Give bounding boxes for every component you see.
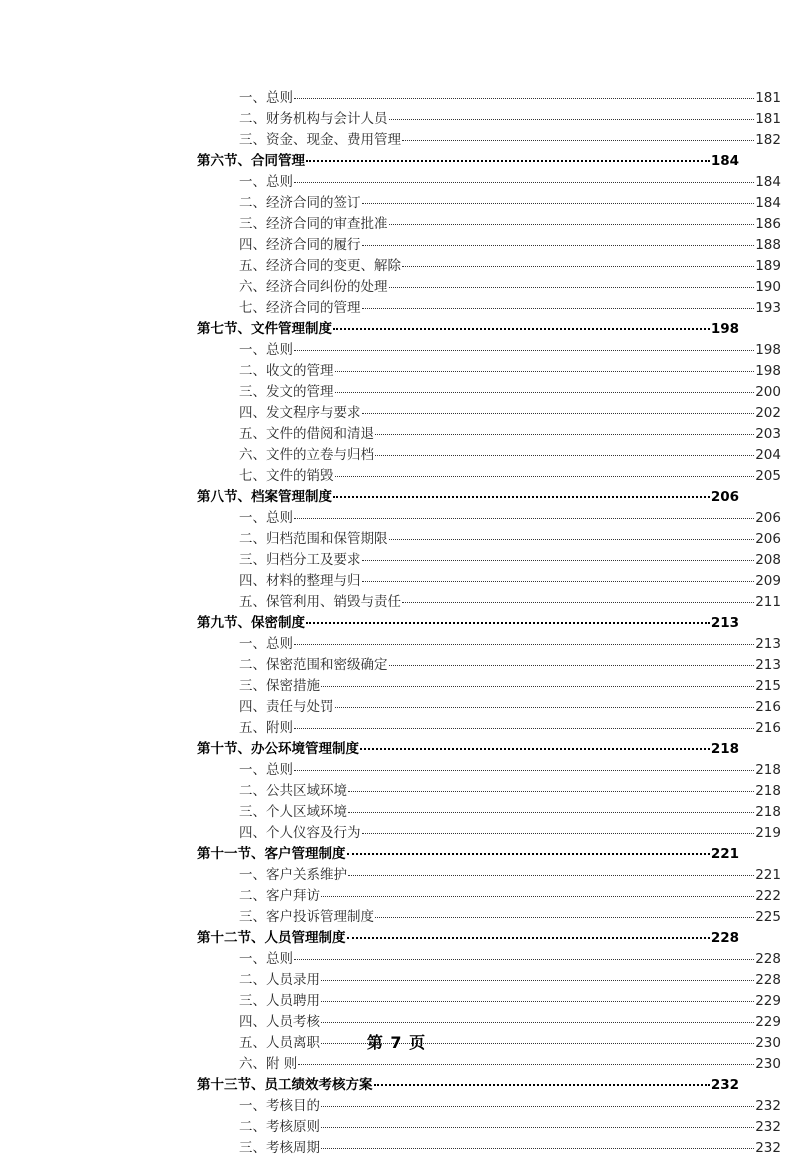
toc-entry-page-number: 206 <box>755 510 781 526</box>
toc-entry[interactable] <box>197 802 781 823</box>
toc-entry[interactable] <box>197 1054 781 1075</box>
toc-entry-title: 四、经济合同的履行 <box>239 237 361 253</box>
toc-dot-leader <box>389 529 755 543</box>
toc-entry-page-number: 186 <box>755 216 781 232</box>
toc-entry-title: 五、附则 <box>239 720 293 736</box>
toc-entry-page-number: 221 <box>755 867 781 883</box>
toc-entry-title: 七、文件的销毁 <box>239 468 334 484</box>
toc-entry-title: 二、人员录用 <box>239 972 320 988</box>
toc-entry[interactable] <box>197 130 781 151</box>
toc-entry-title: 六、经济合同纠份的处理 <box>239 279 388 295</box>
toc-dot-leader <box>333 319 710 333</box>
toc-entry-title: 七、经济合同的管理 <box>239 300 361 316</box>
toc-dot-leader <box>374 1075 710 1089</box>
toc-entry[interactable] <box>197 109 781 130</box>
toc-entry[interactable] <box>197 361 781 382</box>
toc-entry-page-number: 202 <box>755 405 781 421</box>
toc-entry-title: 三、个人区域环境 <box>239 804 347 820</box>
toc-entry-title: 第九节、保密制度 <box>197 615 305 631</box>
toc-dot-leader <box>362 550 755 564</box>
toc-entry-title: 四、人员考核 <box>239 1014 320 1030</box>
toc-entry[interactable] <box>197 424 781 445</box>
toc-entry-title: 二、考核原则 <box>239 1119 320 1135</box>
toc-entry-title: 一、总则 <box>239 174 293 190</box>
toc-dot-leader <box>294 718 754 732</box>
toc-entry-page-number: 213 <box>710 615 739 631</box>
toc-entry-title: 一、总则 <box>239 636 293 652</box>
toc-entry-title: 四、责任与处罚 <box>239 699 334 715</box>
toc-entry-page-number: 211 <box>755 594 781 610</box>
toc-entry-page-number: 232 <box>755 1140 781 1156</box>
toc-entry[interactable] <box>197 529 781 550</box>
toc-entry[interactable] <box>197 844 739 865</box>
toc-entry[interactable] <box>197 445 781 466</box>
toc-entry-page-number: 205 <box>755 468 781 484</box>
toc-dot-leader <box>362 403 755 417</box>
toc-entry-page-number: 193 <box>755 300 781 316</box>
toc-entry-page-number: 228 <box>755 951 781 967</box>
toc-dot-leader <box>321 1117 754 1131</box>
toc-entry-page-number: 200 <box>755 384 781 400</box>
toc-entry[interactable] <box>197 256 781 277</box>
toc-entry-title: 三、经济合同的审查批准 <box>239 216 388 232</box>
toc-entry[interactable] <box>197 1096 781 1117</box>
toc-entry-page-number: 222 <box>755 888 781 904</box>
toc-entry[interactable] <box>197 928 739 949</box>
toc-entry-page-number: 215 <box>755 678 781 694</box>
toc-entry-title: 一、客户关系维护 <box>239 867 347 883</box>
toc-dot-leader <box>294 340 754 354</box>
toc-dot-leader <box>321 970 754 984</box>
toc-entry-title: 一、总则 <box>239 951 293 967</box>
toc-entry-title: 四、材料的整理与归 <box>239 573 361 589</box>
toc-entry-page-number: 229 <box>755 993 781 1009</box>
toc-entry-page-number: 182 <box>755 132 781 148</box>
toc-dot-leader <box>402 130 754 144</box>
toc-dot-leader <box>389 109 755 123</box>
toc-entry-title: 四、个人仪容及行为 <box>239 825 361 841</box>
toc-entry[interactable] <box>197 949 781 970</box>
toc-dot-leader <box>362 823 755 837</box>
toc-dot-leader <box>321 886 754 900</box>
toc-entry[interactable] <box>197 1075 739 1096</box>
toc-dot-leader <box>362 571 755 585</box>
toc-entry[interactable] <box>197 760 781 781</box>
toc-dot-leader <box>294 172 754 186</box>
toc-dot-leader <box>333 487 710 501</box>
toc-entry[interactable] <box>197 739 739 760</box>
toc-entry-page-number: 213 <box>755 636 781 652</box>
toc-entry-page-number: 228 <box>755 972 781 988</box>
toc-entry-title: 三、发文的管理 <box>239 384 334 400</box>
toc-entry-page-number: 184 <box>755 195 781 211</box>
toc-entry-title: 二、收文的管理 <box>239 363 334 379</box>
toc-entry-title: 第十一节、客户管理制度 <box>197 846 346 862</box>
toc-entry-title: 第十三节、员工绩效考核方案 <box>197 1077 373 1093</box>
toc-entry[interactable] <box>197 1117 781 1138</box>
toc-entry-title: 二、公共区域环境 <box>239 783 347 799</box>
toc-entry[interactable] <box>197 508 781 529</box>
toc-entry[interactable] <box>197 277 781 298</box>
toc-dot-leader <box>348 802 754 816</box>
toc-entry[interactable] <box>197 487 739 508</box>
toc-entry[interactable] <box>197 991 781 1012</box>
toc-entry[interactable] <box>197 214 781 235</box>
toc-entry-page-number: 232 <box>755 1098 781 1114</box>
toc-entry-title: 五、经济合同的变更、解除 <box>239 258 401 274</box>
toc-dot-leader <box>389 277 755 291</box>
toc-entry-page-number: 198 <box>710 321 739 337</box>
toc-entry-page-number: 181 <box>755 90 781 106</box>
toc-entry-page-number: 213 <box>755 657 781 673</box>
toc-dot-leader <box>360 739 710 753</box>
toc-entry[interactable] <box>197 88 781 109</box>
toc-entry-title: 三、考核周期 <box>239 1140 320 1156</box>
toc-entry-title: 一、考核目的 <box>239 1098 320 1114</box>
toc-dot-leader <box>294 508 754 522</box>
toc-entry-page-number: 218 <box>755 762 781 778</box>
toc-entry[interactable] <box>197 235 781 256</box>
toc-entry-page-number: 184 <box>710 153 739 169</box>
toc-entry[interactable] <box>197 634 781 655</box>
toc-entry[interactable] <box>197 403 781 424</box>
toc-dot-leader <box>335 697 755 711</box>
toc-entry-title: 三、保密措施 <box>239 678 320 694</box>
toc-entry-page-number: 198 <box>755 342 781 358</box>
toc-dot-leader <box>402 592 754 606</box>
toc-entry[interactable] <box>197 613 739 634</box>
toc-entry-page-number: 209 <box>755 573 781 589</box>
toc-dot-leader <box>362 298 755 312</box>
toc-entry-title: 四、发文程序与要求 <box>239 405 361 421</box>
toc-entry-title: 二、经济合同的签订 <box>239 195 361 211</box>
toc-entry[interactable] <box>197 298 781 319</box>
toc-entry-title: 第八节、档案管理制度 <box>197 489 332 505</box>
toc-entry-page-number: 218 <box>710 741 739 757</box>
toc-entry-page-number: 206 <box>755 531 781 547</box>
toc-entry-page-number: 181 <box>755 111 781 127</box>
toc-entry-title: 三、人员聘用 <box>239 993 320 1009</box>
toc-entry-title: 一、总则 <box>239 342 293 358</box>
page-footer <box>0 1030 793 1053</box>
toc-entry[interactable] <box>197 340 781 361</box>
toc-entry[interactable] <box>197 466 781 487</box>
toc-entry-page-number: 218 <box>755 804 781 820</box>
toc-dot-leader <box>362 235 755 249</box>
toc-entry-title: 五、文件的借阅和清退 <box>239 426 374 442</box>
toc-entry[interactable] <box>197 676 781 697</box>
toc-entry-title: 三、资金、现金、费用管理 <box>239 132 401 148</box>
toc-entry[interactable] <box>197 865 781 886</box>
toc-entry-page-number: 216 <box>755 699 781 715</box>
toc-entry-title: 一、总则 <box>239 762 293 778</box>
toc-dot-leader <box>306 151 710 165</box>
toc-entry-page-number: 184 <box>755 174 781 190</box>
toc-dot-leader <box>348 781 754 795</box>
toc-entry-page-number: 203 <box>755 426 781 442</box>
toc-dot-leader <box>321 1012 754 1026</box>
toc-entry-page-number: 198 <box>755 363 781 379</box>
toc-entry-title: 六、文件的立卷与归档 <box>239 447 374 463</box>
toc-entry[interactable] <box>197 193 781 214</box>
toc-dot-leader <box>348 865 754 879</box>
toc-entry-title: 二、保密范围和密级确定 <box>239 657 388 673</box>
toc-entry-page-number: 218 <box>755 783 781 799</box>
toc-dot-leader <box>335 466 755 480</box>
footer-page-label: 第 7 页 <box>366 1033 427 1052</box>
toc-entry[interactable] <box>197 907 781 928</box>
toc-entry[interactable] <box>197 655 781 676</box>
toc-entry-title: 二、客户拜访 <box>239 888 320 904</box>
toc-entry-page-number: 228 <box>710 930 739 946</box>
toc-entry-page-number: 190 <box>755 279 781 295</box>
toc-dot-leader <box>321 1096 754 1110</box>
toc-entry[interactable] <box>197 718 781 739</box>
toc-entry-title: 第六节、合同管理 <box>197 153 305 169</box>
toc-entry-page-number: 189 <box>755 258 781 274</box>
toc-entry-page-number: 216 <box>755 720 781 736</box>
toc-entry-title: 三、客户投诉管理制度 <box>239 909 374 925</box>
toc-dot-leader <box>375 907 754 921</box>
toc-entry-title: 五、保管利用、销毁与责任 <box>239 594 401 610</box>
toc-entry-page-number: 230 <box>755 1035 781 1051</box>
toc-dot-leader <box>335 382 755 396</box>
toc-entry-page-number: 221 <box>710 846 739 862</box>
toc-dot-leader <box>321 1138 754 1152</box>
toc-dot-leader <box>294 88 754 102</box>
table-of-contents-list <box>197 88 781 1159</box>
toc-dot-leader <box>347 928 710 942</box>
toc-dot-leader <box>294 949 754 963</box>
toc-entry-title: 一、总则 <box>239 510 293 526</box>
toc-dot-leader <box>294 760 754 774</box>
toc-entry-page-number: 230 <box>755 1056 781 1072</box>
toc-dot-leader <box>389 214 755 228</box>
toc-entry-title: 一、总则 <box>239 90 293 106</box>
toc-dot-leader <box>335 361 755 375</box>
toc-entry-title: 第七节、文件管理制度 <box>197 321 332 337</box>
toc-dot-leader <box>375 445 754 459</box>
toc-entry-page-number: 188 <box>755 237 781 253</box>
toc-entry-page-number: 229 <box>755 1014 781 1030</box>
toc-dot-leader <box>321 991 754 1005</box>
toc-entry[interactable] <box>197 319 739 340</box>
toc-dot-leader <box>375 424 754 438</box>
toc-entry[interactable] <box>197 970 781 991</box>
toc-entry-title: 二、财务机构与会计人员 <box>239 111 388 127</box>
toc-dot-leader <box>362 193 755 207</box>
toc-entry-title: 二、归档范围和保管期限 <box>239 531 388 547</box>
toc-entry-page-number: 225 <box>755 909 781 925</box>
toc-entry[interactable] <box>197 550 781 571</box>
toc-entry-page-number: 208 <box>755 552 781 568</box>
toc-dot-leader <box>321 676 754 690</box>
toc-entry[interactable] <box>197 697 781 718</box>
toc-entry-title: 第十二节、人员管理制度 <box>197 930 346 946</box>
toc-dot-leader <box>306 613 710 627</box>
toc-dot-leader <box>294 634 754 648</box>
toc-entry-title: 六、附 则 <box>239 1056 298 1072</box>
toc-entry-page-number: 206 <box>710 489 739 505</box>
toc-entry-title: 五、人员离职 <box>239 1035 320 1051</box>
toc-entry-page-number: 232 <box>710 1077 739 1093</box>
toc-entry[interactable] <box>197 172 781 193</box>
toc-dot-leader <box>402 256 754 270</box>
toc-entry-page-number: 232 <box>755 1119 781 1135</box>
toc-entry-page-number: 219 <box>755 825 781 841</box>
toc-entry-title: 三、归档分工及要求 <box>239 552 361 568</box>
toc-entry-title: 第十节、办公环境管理制度 <box>197 741 359 757</box>
toc-entry[interactable] <box>197 823 781 844</box>
toc-dot-leader <box>389 655 755 669</box>
toc-entry[interactable] <box>197 571 781 592</box>
toc-entry[interactable] <box>197 781 781 802</box>
toc-entry[interactable] <box>197 886 781 907</box>
toc-dot-leader <box>347 844 710 858</box>
toc-entry[interactable] <box>197 1138 781 1159</box>
toc-entry-page-number: 204 <box>755 447 781 463</box>
toc-dot-leader <box>298 1054 754 1068</box>
toc-entry[interactable] <box>197 382 781 403</box>
toc-entry[interactable] <box>197 592 781 613</box>
toc-entry[interactable] <box>197 151 739 172</box>
